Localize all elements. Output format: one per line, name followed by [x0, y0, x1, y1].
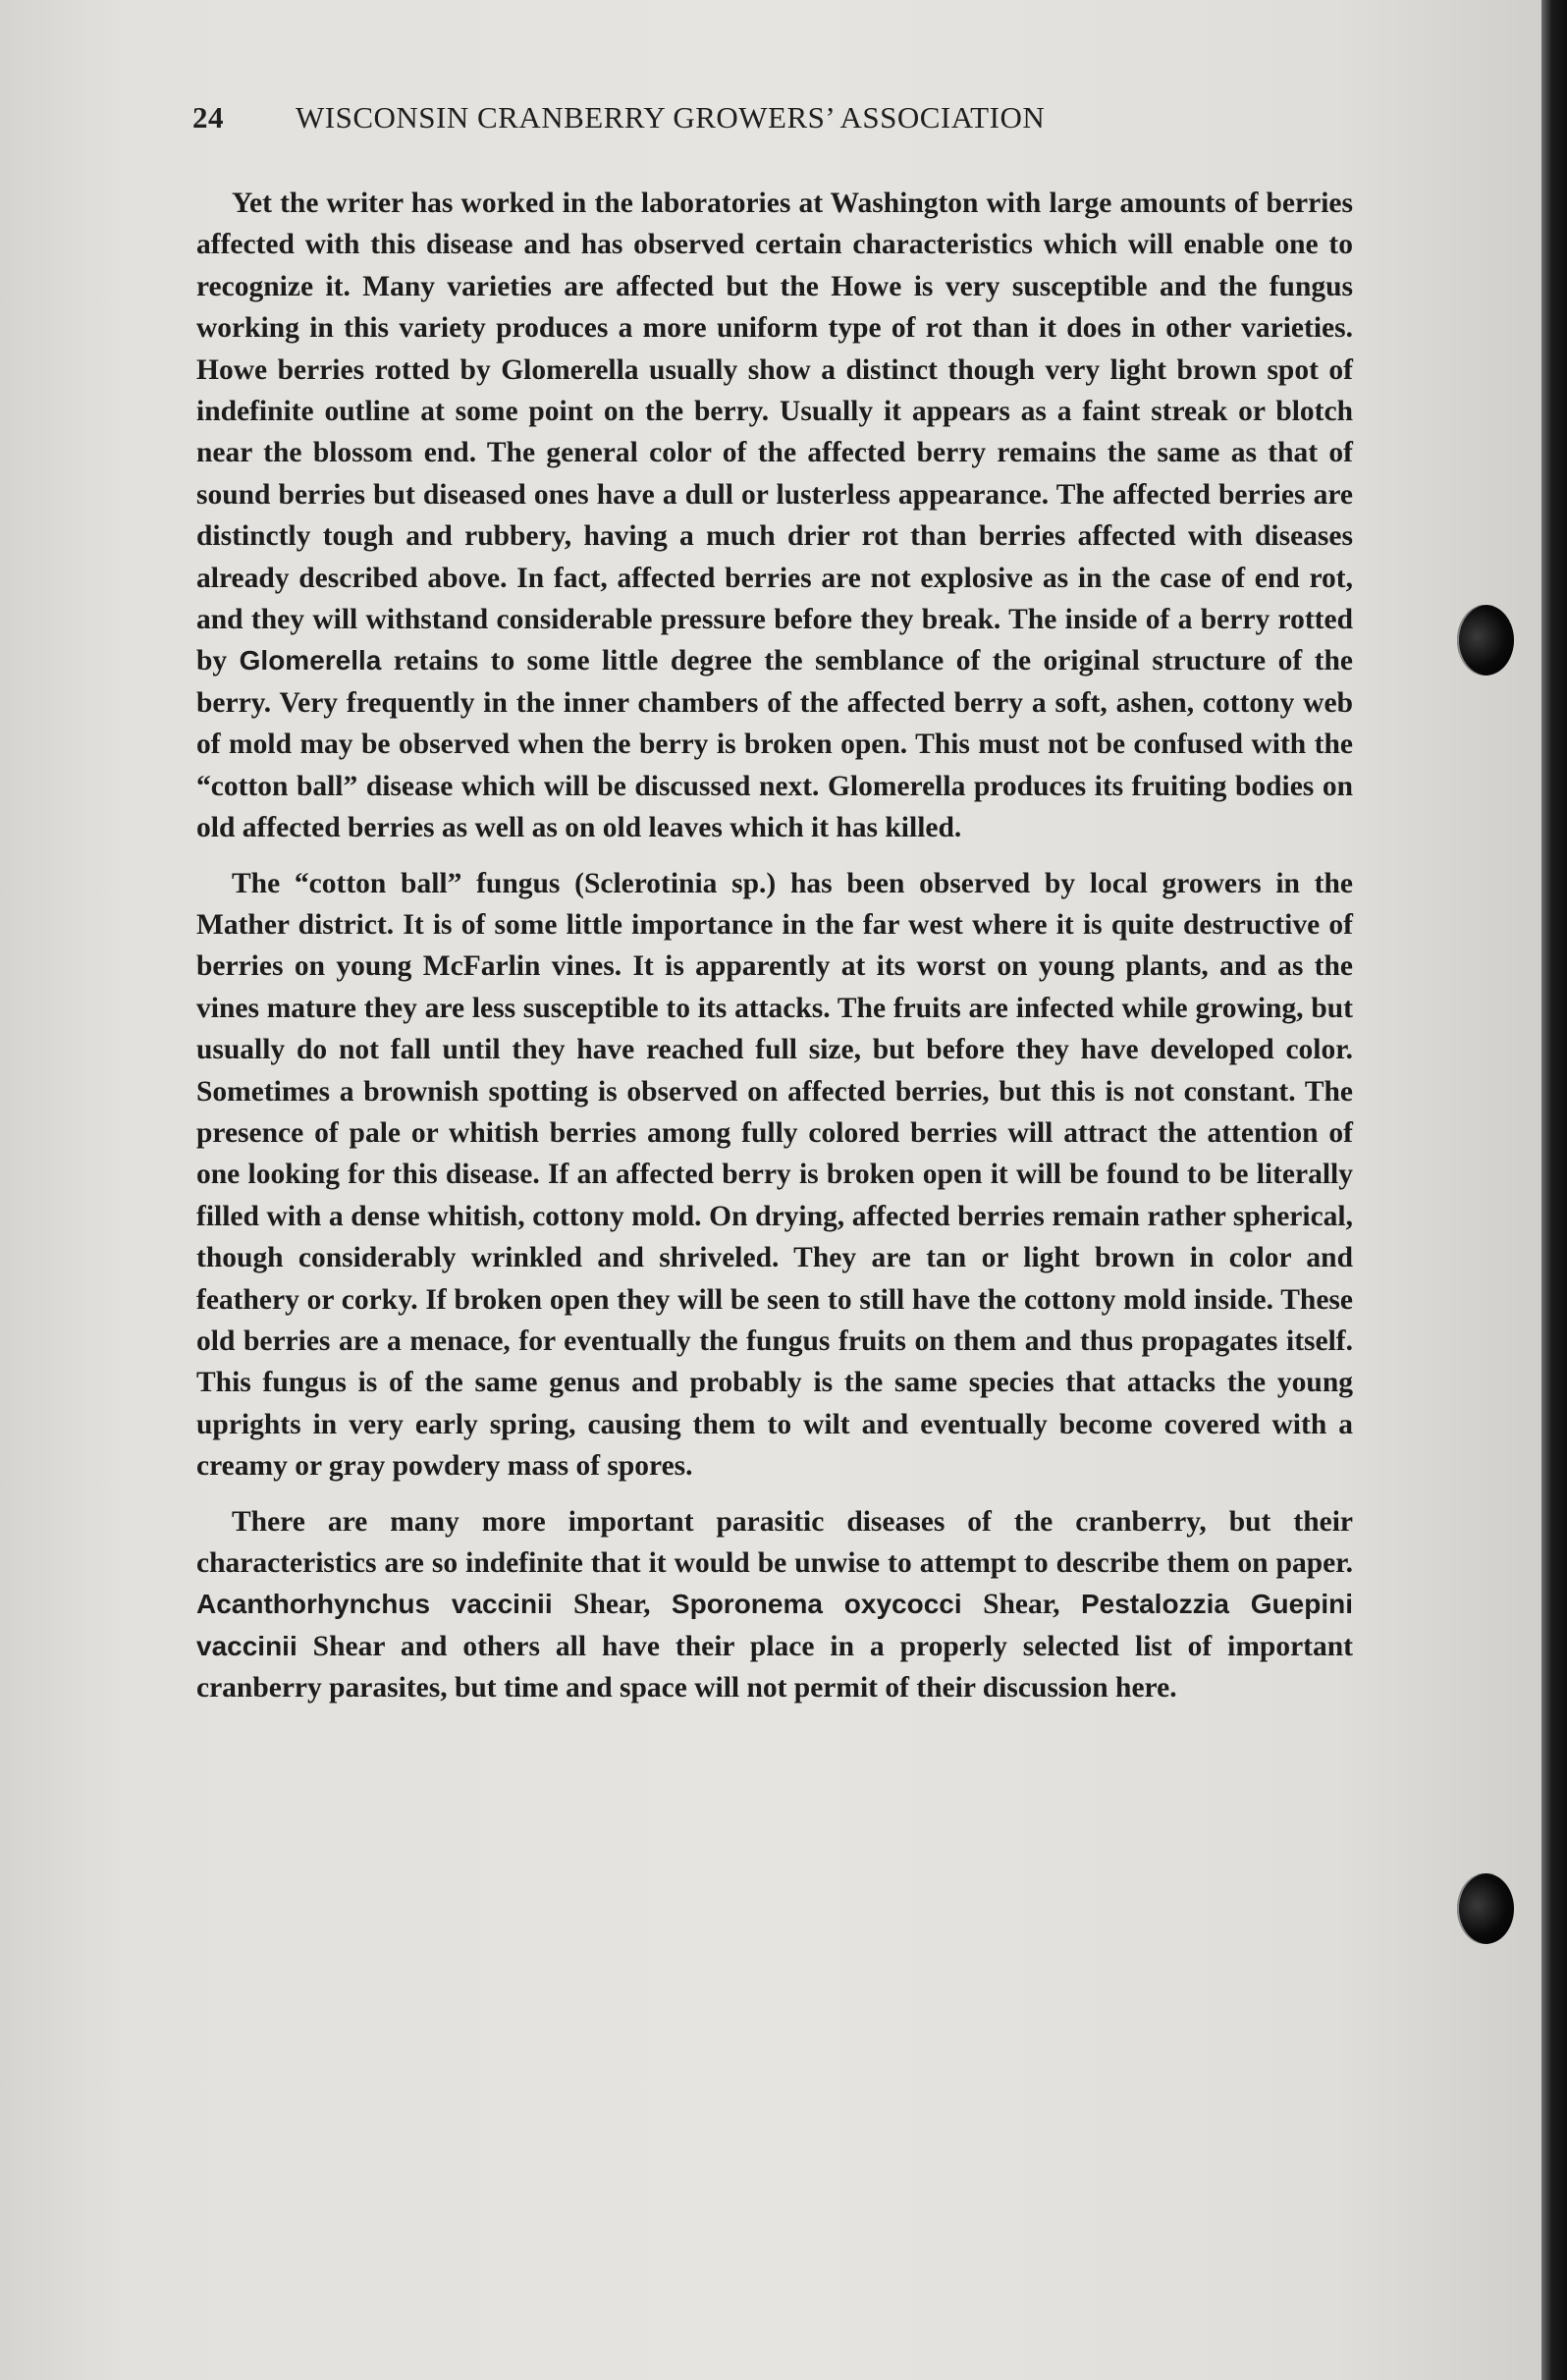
paragraph	[196, 863, 1353, 1488]
species-name: Acanthorhynchus vaccinii	[196, 1589, 553, 1620]
species-name: Glomerella	[239, 645, 382, 676]
text-run: retains to some little degree the semblance of the original structure of the berry. Very frequently in the inner chambers of the affected berry a soft, ashen, cottony web of mold may be observed when the berry is broken open. This must not be confused with the “cotton ball” disease which will be discussed next. Glomerella produces its fruiting bodies on old affected berries as well as on old leaves which it has killed.	[196, 645, 1353, 844]
text-run: Shear and others all have their place in a properly selected list of important cranberry parasites, but time and space will not permit of their discussion here.	[196, 1630, 1353, 1704]
paragraph	[196, 1501, 1353, 1709]
species-name: Sporonema oxycocci	[671, 1589, 962, 1620]
punch-hole	[1457, 1873, 1514, 1944]
page-binding-edge	[1541, 0, 1567, 2380]
punch-hole	[1457, 605, 1514, 676]
header-title: WISCONSIN CRANBERRY GROWERS’ ASSOCIATION	[296, 100, 1046, 135]
text-run: Yet the writer has worked in the laboratories at Washington with large amounts of berries affected with this disease and has observed certain characteristics which will enable one to recognize it. Many varieties are affected but the Howe is very susceptible and the fungus working in this variety produces a more uniform type of rot than it does in other varieties. Howe berries rotted by Glomerella usually show a distinct though very light brown spot of indefinite outline at some point on the berry. Usually it appears as a faint streak or blotch near the blossom end. The general color of the affected berry remains the same as that of sound berries but diseased ones have a dull or lusterless appearance. The affected berries are distinctly tough and rubbery, having a much drier rot than berries affected with diseases already described above. In fact, affected berries are not explosive as in the case of end rot, and they will withstand considerable pressure before they break. The inside of a berry rotted by	[196, 188, 1353, 677]
text-run: Shear,	[552, 1589, 672, 1621]
species-name: Pestalozzia Guepini vaccinii	[196, 1589, 1353, 1661]
paragraph	[196, 183, 1353, 849]
text-run: There are many more important parasitic diseases of the cranberry, but their characteristics are so indefinite that it would be unwise to attempt to describe them on paper.	[196, 1505, 1353, 1579]
running-header	[192, 100, 1272, 135]
page-number: 24	[192, 100, 224, 135]
text-run: The “cotton ball” fungus (Sclerotinia sp.) has been observed by local growers in the Mather district. It is of some little importance in the far west where it is quite destructive of berries on young McFarlin vines. It is apparently at its worst on young plants, and as the vines mature they are less susceptible to its attacks. The fruits are infected while growing, but usually do not fall until they have reached full size, but before they have developed color. Sometimes a brownish spotting is observed on affected berries, but this is not constant. The presence of pale or whitish berries among fully colored berries will attract the attention of one looking for this disease. If an affected berry is broken open it will be found to be literally filled with a dense whitish, cottony mold. On drying, affected berries remain rather spherical, though considerably wrinkled and shriveled. They are tan or light brown in color and feathery or corky. If broken open they will be seen to still have the cottony mold inside. These old berries are a menace, for eventually the fungus fruits on them and thus propagates itself. This fungus is of the same genus and probably is the same species that attacks the young uprights in very early spring, causing them to wilt and eventually become covered with a creamy or gray powdery mass of spores.	[196, 867, 1353, 1483]
text-run: Shear,	[961, 1589, 1081, 1621]
article-body	[196, 183, 1353, 1723]
